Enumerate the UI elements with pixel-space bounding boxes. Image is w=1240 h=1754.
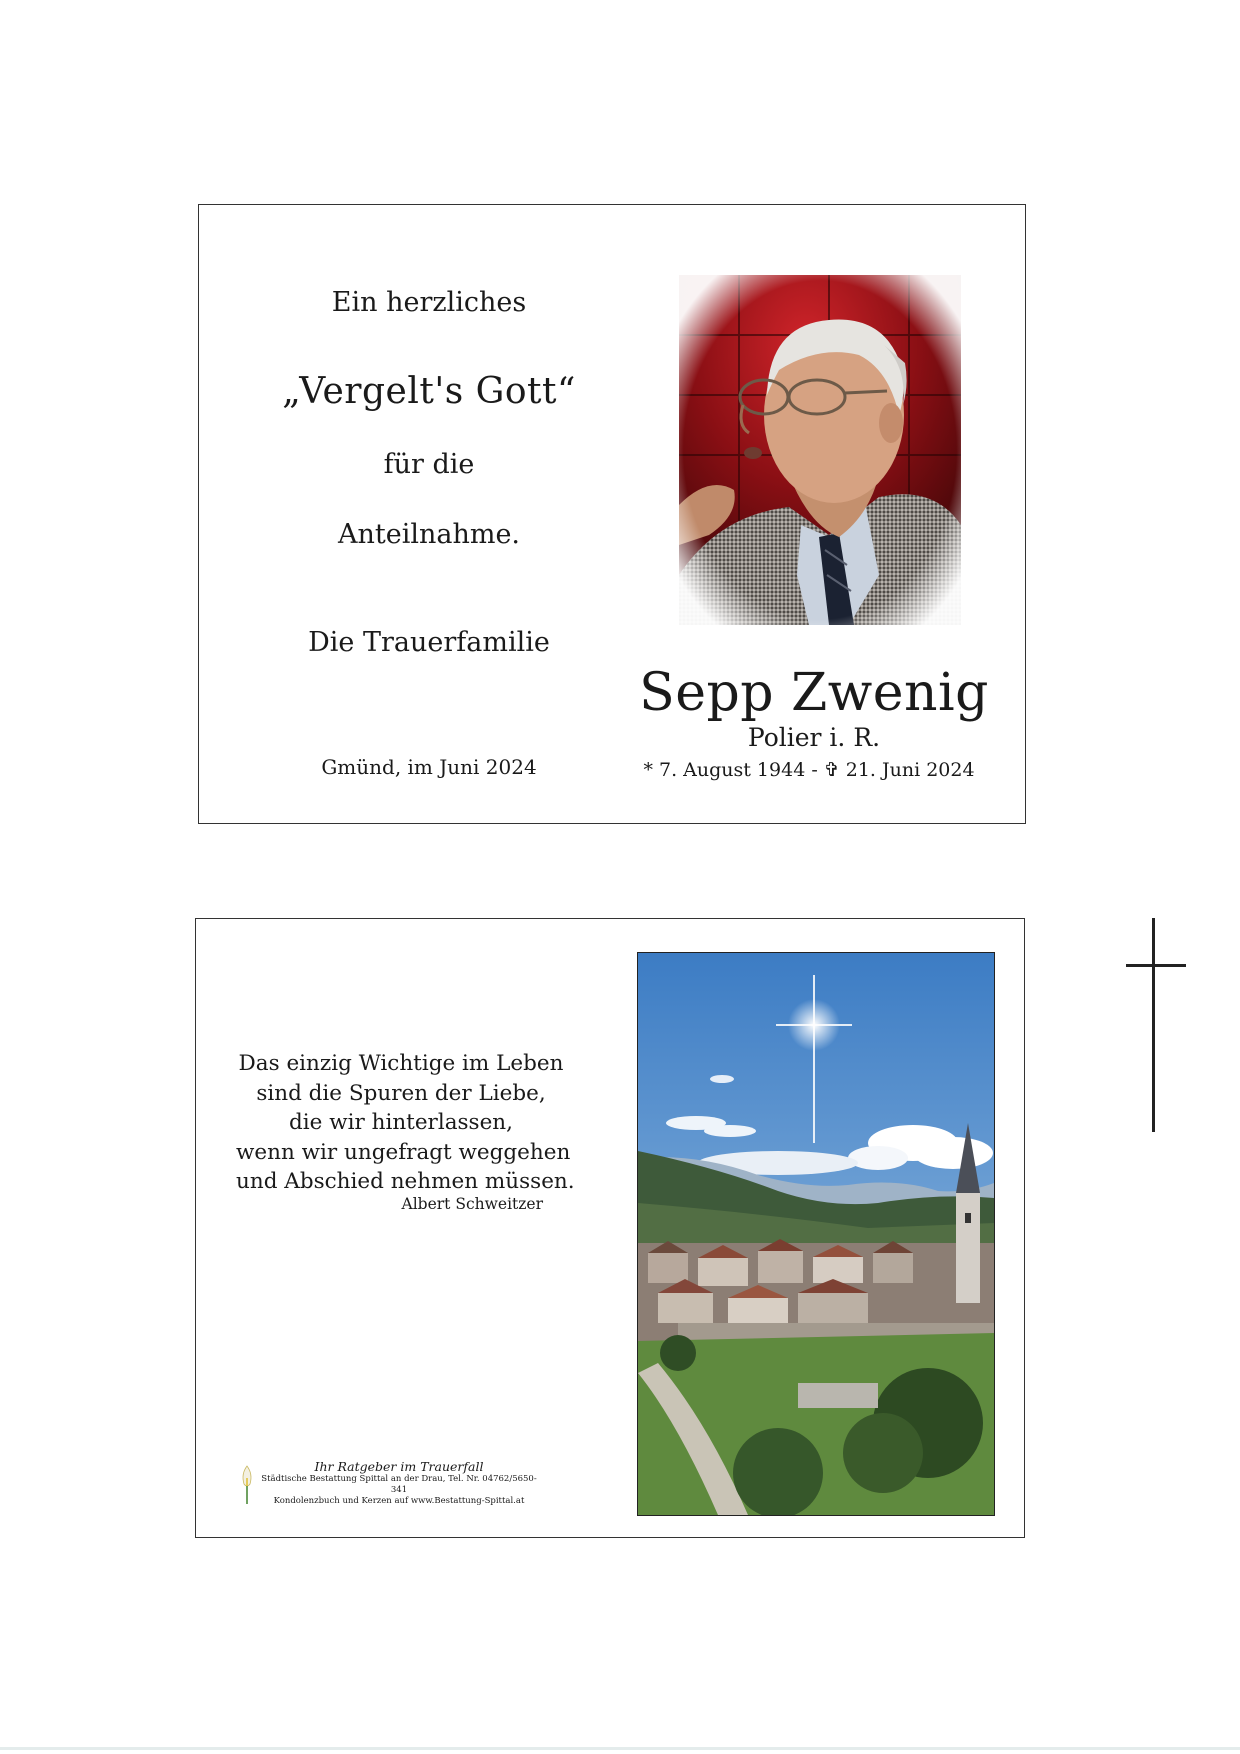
quote-line: die wir hinterlassen, xyxy=(289,1110,513,1135)
fuer-die-text: für die xyxy=(383,449,475,480)
footer-contact: Städtische Bestattung Spittal an der Drau, Tel. Nr. 04762/5650-341 xyxy=(261,1474,537,1495)
quote-text xyxy=(236,1049,575,1197)
anteilnahme-text: Anteilnahme. xyxy=(337,519,521,550)
quote-line: sind die Spuren der Liebe, xyxy=(256,1080,546,1106)
place-date: Gmünd, im Juni 2024 xyxy=(321,755,537,779)
quote-line: wenn wir ungefragt weggehen xyxy=(236,1139,571,1165)
quote-line: und Abschied nehmen müssen. xyxy=(236,1169,575,1194)
portrait-photo xyxy=(679,275,961,625)
footer-tagline: Ihr Ratgeber im Trauerfall xyxy=(314,1459,484,1474)
deceased-name: Sepp Zwenig xyxy=(639,663,989,723)
calla-lily-icon xyxy=(240,1464,254,1504)
quote-card xyxy=(195,918,1025,1538)
funeral-home-footer xyxy=(254,1459,544,1507)
family-signature: Die Trauerfamilie xyxy=(308,627,550,658)
quote-line: Das einzig Wichtige im Leben xyxy=(238,1051,564,1076)
scan-edge xyxy=(0,1747,1240,1750)
vergelts-gott-text: „Vergelt's Gott“ xyxy=(282,371,576,412)
town-landscape-photo xyxy=(637,952,995,1516)
footer-website: Kondolenzbuch und Kerzen auf www.Bestattung-Spittal.at xyxy=(273,1496,525,1506)
greeting-text: Ein herzliches xyxy=(331,287,527,318)
deceased-title: Polier i. R. xyxy=(747,723,881,752)
life-dates: * 7. August 1944 - ✞ 21. Juni 2024 xyxy=(643,759,975,781)
thank-you-card xyxy=(198,204,1026,824)
cross-icon xyxy=(1126,918,1186,1132)
quote-author: Albert Schweitzer xyxy=(401,1195,543,1213)
